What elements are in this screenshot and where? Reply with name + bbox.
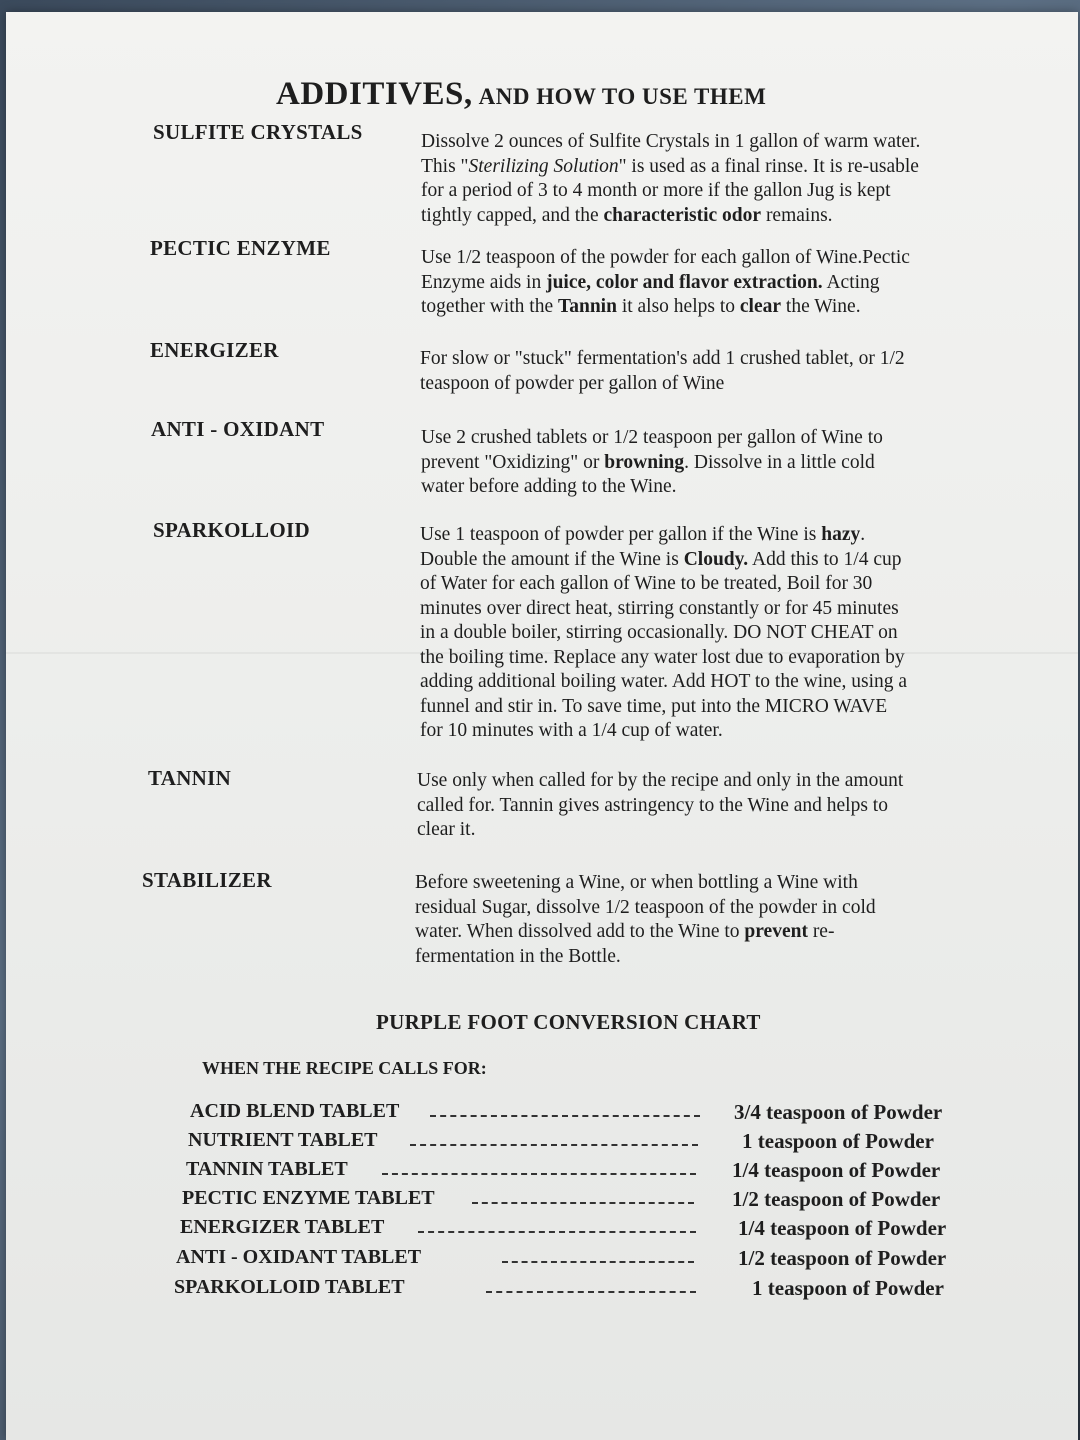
document-page — [6, 12, 1078, 1440]
desc-line: Use 2 crushed tablets or 1/2 teaspoon per gallon of Wine to — [421, 427, 883, 448]
conversion-amount: 1 teaspoon of Powder — [752, 1276, 944, 1300]
conversion-item: NUTRIENT TABLET — [188, 1129, 378, 1151]
additive-name-pectic: PECTIC ENZYME — [150, 236, 331, 260]
conversion-chart-title: PURPLE FOOT CONVERSION CHART — [376, 1010, 761, 1034]
desc-sulfite — [421, 130, 981, 228]
desc-line: water. When dissolved add to the Wine to prevent re- — [415, 921, 835, 942]
conversion-amount: 3/4 teaspoon of Powder — [734, 1100, 943, 1124]
desc-line: residual Sugar, dissolve 1/2 teaspoon of the powder in cold — [415, 896, 876, 918]
desc-line: teaspoon of powder per gallon of Wine — [420, 372, 725, 394]
dash-leader — [382, 1173, 696, 1175]
additive-name-antioxidant: ANTI - OXIDANT — [151, 417, 325, 441]
desc-line: minutes over direct heat, stirring constantly or for 45 minutes — [420, 597, 899, 619]
desc-line: Use 1/2 teaspoon of the powder for each gallon of Wine.Pectic — [421, 247, 910, 268]
desc-line: together with the Tannin it also helps to clear the Wine. — [421, 296, 861, 317]
additive-name-sparkolloid: SPARKOLLOID — [153, 518, 310, 542]
desc-line: adding additional boiling water. Add HOT to the wine, using a — [420, 671, 908, 692]
conversion-item: ENERGIZER TABLET — [180, 1216, 385, 1238]
desc-antioxidant — [421, 426, 981, 500]
desc-sparkolloid — [420, 523, 980, 744]
additive-name-energizer: ENERGIZER — [150, 338, 279, 362]
dash-leader — [486, 1291, 696, 1293]
desc-line: Before sweetening a Wine, or when bottling a Wine with — [415, 872, 858, 893]
desc-line: This "Sterilizing Solution" is used as a final rinse. It is re-usable — [421, 155, 919, 177]
desc-pectic — [421, 246, 981, 320]
document-title — [276, 76, 766, 113]
conversion-amount: 1 teaspoon of Powder — [742, 1129, 934, 1153]
conversion-amount: 1/2 teaspoon of Powder — [732, 1187, 941, 1211]
desc-line: Enzyme aids in juice, color and flavor extraction. Acting — [421, 271, 880, 293]
conversion-amount: 1/2 teaspoon of Powder — [738, 1246, 947, 1270]
desc-line: for 10 minutes with a 1/4 cup of water. — [420, 720, 723, 741]
desc-stabilizer — [415, 871, 975, 969]
dash-leader — [430, 1115, 700, 1117]
desc-tannin — [417, 769, 977, 843]
desc-energizer — [420, 347, 980, 396]
additive-name-tannin: TANNIN — [148, 766, 232, 790]
dash-leader — [410, 1144, 698, 1146]
desc-line: for a period of 3 to 4 month or more if the gallon Jug is kept — [421, 180, 891, 201]
desc-line: fermentation in the Bottle. — [415, 945, 621, 967]
desc-line: funnel and stir in. To save time, put into the MICRO WAVE — [420, 695, 888, 717]
additive-name-stabilizer: STABILIZER — [142, 868, 272, 892]
desc-line: Double the amount if the Wine is Cloudy. Add this to 1/4 cup — [420, 548, 902, 570]
additive-name-sulfite: SULFITE CRYSTALS — [153, 120, 363, 144]
desc-line: of Water for each gallon of Wine to be treated, Boil for 30 — [420, 573, 873, 594]
conversion-amount: 1/4 teaspoon of Powder — [738, 1216, 947, 1240]
conversion-row — [186, 1158, 1006, 1186]
dash-leader — [472, 1202, 694, 1204]
conversion-item: SPARKOLLOID TABLET — [174, 1276, 405, 1298]
conversion-amount: 1/4 teaspoon of Powder — [732, 1158, 941, 1182]
conversion-item: ANTI - OXIDANT TABLET — [176, 1246, 422, 1268]
conversion-row — [182, 1187, 1002, 1215]
title-main: ADDITIVES, — [276, 76, 473, 112]
dash-leader — [418, 1231, 696, 1233]
desc-line: Use only when called for by the recipe and only in the amount — [417, 770, 904, 791]
desc-line: Use 1 teaspoon of powder per gallon if the Wine is hazy. — [420, 524, 866, 545]
conversion-row — [176, 1246, 996, 1274]
desc-line: prevent "Oxidizing" or browning. Dissolve in a little cold — [421, 451, 875, 473]
conversion-chart-subtitle: WHEN THE RECIPE CALLS FOR: — [202, 1058, 487, 1078]
desc-line: tightly capped, and the characteristic odor remains. — [421, 204, 833, 226]
conversion-row — [174, 1276, 994, 1304]
desc-line: clear it. — [417, 819, 476, 840]
conversion-row — [180, 1216, 1000, 1244]
conversion-item: PECTIC ENZYME TABLET — [182, 1187, 435, 1209]
dash-leader — [502, 1261, 694, 1263]
conversion-row — [188, 1129, 1008, 1157]
conversion-item: TANNIN TABLET — [186, 1158, 348, 1180]
desc-line: Dissolve 2 ounces of Sulfite Crystals in 1 gallon of warm water. — [421, 131, 921, 152]
desc-line: in a double boiler, stirring occasionally. DO NOT CHEAT on — [420, 622, 898, 643]
desc-line: For slow or "stuck" fermentation's add 1 crushed tablet, or 1/2 — [420, 348, 905, 369]
conversion-row — [190, 1100, 1010, 1128]
conversion-item: ACID BLEND TABLET — [190, 1100, 400, 1122]
desc-line: the boiling time. Replace any water lost due to evaporation by — [420, 646, 905, 668]
title-sub: AND HOW TO USE THEM — [478, 84, 767, 109]
desc-line: water before adding to the Wine. — [421, 476, 677, 497]
desc-line: called for. Tannin gives astringency to the Wine and helps to — [417, 794, 888, 816]
